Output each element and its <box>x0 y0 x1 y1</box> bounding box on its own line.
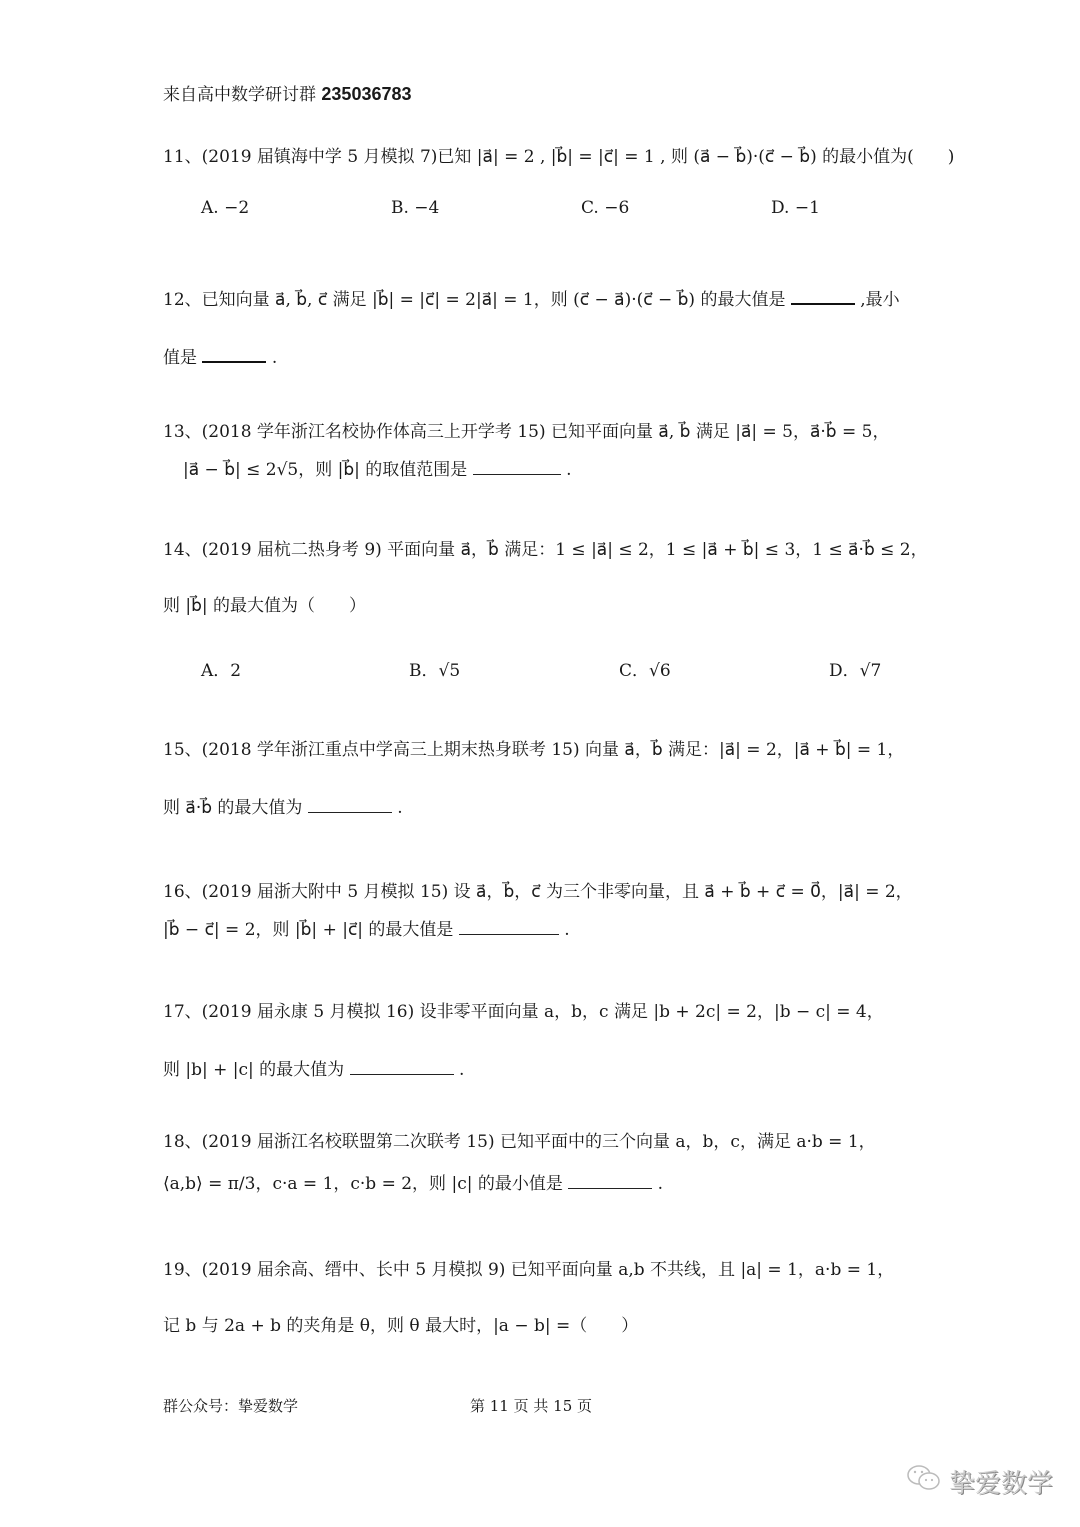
period: . <box>566 460 572 480</box>
answer-blank[interactable] <box>350 1060 454 1075</box>
answer-blank[interactable] <box>473 460 561 475</box>
wechat-icon <box>905 1463 943 1500</box>
option-c: C. −6 <box>581 198 630 218</box>
answer-blank-min[interactable] <box>202 347 266 363</box>
question-15-line2 <box>163 796 403 820</box>
question-13-line2 <box>183 458 572 482</box>
question-15-text-2: 则 a⃗·b⃗ 的最大值为 <box>163 798 303 818</box>
question-19-stem: 19、(2019 届余高、缙中、长中 5 月模拟 9) 已知平面向量 a,b 不共线，且 |a| = 1，a·b = 1， <box>163 1260 895 1280</box>
option-c: C．√6 <box>619 661 671 681</box>
question-16-line2 <box>163 918 570 942</box>
watermark-text: 挚爱数学 <box>949 1469 1054 1499</box>
question-12-text-2: 值是 <box>163 348 197 368</box>
answer-blank[interactable] <box>568 1174 652 1189</box>
answer-blank-max[interactable] <box>791 289 855 305</box>
option-b: B．√5 <box>409 661 461 681</box>
question-14-line2: 则 |b⃗| 的最大值为（ ） <box>163 596 367 616</box>
question-12-stem <box>163 288 900 312</box>
question-16-stem: 16、(2019 届浙大附中 5 月模拟 15) 设 a⃗，b⃗，c⃗ 为三个非零向量，且 a⃗ + b⃗ + c⃗ = 0⃗，|a⃗| = 2， <box>163 882 913 902</box>
group-number: 235036783 <box>321 84 412 104</box>
question-19-line2: 记 b 与 2a + b 的夹角是 θ，则 θ 最大时，|a − b| =（ ） <box>163 1316 639 1336</box>
question-12-text-cont: ,最小 <box>860 290 900 310</box>
period: . <box>459 1060 465 1080</box>
option-d: D．√7 <box>829 661 882 681</box>
page-number: 第 11 页 共 15 页 <box>470 1397 593 1415</box>
question-12-text: 12、已知向量 a⃗, b⃗, c⃗ 满足 |b⃗| = |c⃗| = 2|a⃗| = 1，则 (c⃗ − a⃗)·(c⃗ − b⃗) 的最大值是 <box>163 290 786 310</box>
option-d: D. −1 <box>771 198 820 218</box>
question-15-stem: 15、(2018 学年浙江重点中学高三上期末热身联考 15) 向量 a⃗，b⃗ 满足：|a⃗| = 2，|a⃗ + b⃗| = 1， <box>163 740 905 760</box>
question-17-line2 <box>163 1058 464 1082</box>
question-16-text-2: |b⃗ − c⃗| = 2，则 |b⃗| + |c⃗| 的最大值是 <box>163 920 454 940</box>
period: . <box>397 798 403 818</box>
watermark <box>905 1463 1053 1500</box>
question-11-stem: 11、(2019 届镇海中学 5 月模拟 7)已知 |a⃗| = 2 , |b⃗| = |c⃗| = 1 , 则 (a⃗ − b⃗)·(c⃗ − b⃗) 的最小值为( ) <box>163 147 955 167</box>
option-a: A. −2 <box>201 198 250 218</box>
question-18-stem: 18、(2019 届浙江名校联盟第二次联考 15) 已知平面中的三个向量 a，b，c，满足 a·b = 1， <box>163 1132 876 1152</box>
option-b: B. −4 <box>391 198 440 218</box>
answer-blank[interactable] <box>308 798 392 813</box>
question-17-stem: 17、(2019 届永康 5 月模拟 16) 设非零平面向量 a，b，c 满足 |b + 2c| = 2，|b − c| = 4， <box>163 1002 884 1022</box>
header-prefix: 来自高中数学研讨群 <box>163 85 316 105</box>
period: . <box>271 348 278 368</box>
question-13-text-2: |a⃗ − b⃗| ≤ 2√5，则 |b⃗| 的取值范围是 <box>183 460 468 480</box>
question-17-text-2: 则 |b| + |c| 的最大值为 <box>163 1060 345 1080</box>
period: . <box>564 920 570 940</box>
footer-left: 群公众号：挚爱数学 <box>163 1397 299 1415</box>
period: . <box>657 1174 664 1194</box>
question-14-stem: 14、(2019 届杭二热身考 9) 平面向量 a⃗，b⃗ 满足：1 ≤ |a⃗| ≤ 2，1 ≤ |a⃗ + b⃗| ≤ 3，1 ≤ a⃗·b⃗ ≤ 2， <box>163 540 928 560</box>
question-12-line2 <box>163 346 277 370</box>
page-header <box>163 80 412 105</box>
question-18-text-2: ⟨a,b⟩ = π/3，c·a = 1，c·b = 2，则 |c| 的最小值是 <box>163 1174 563 1194</box>
question-18-line2 <box>163 1172 663 1196</box>
answer-blank[interactable] <box>459 920 559 935</box>
question-13-stem: 13、(2018 学年浙江名校协作体高三上开学考 15) 已知平面向量 a⃗, b⃗ 满足 |a⃗| = 5，a⃗·b⃗ = 5， <box>163 422 890 442</box>
option-a: A．2 <box>201 661 242 681</box>
